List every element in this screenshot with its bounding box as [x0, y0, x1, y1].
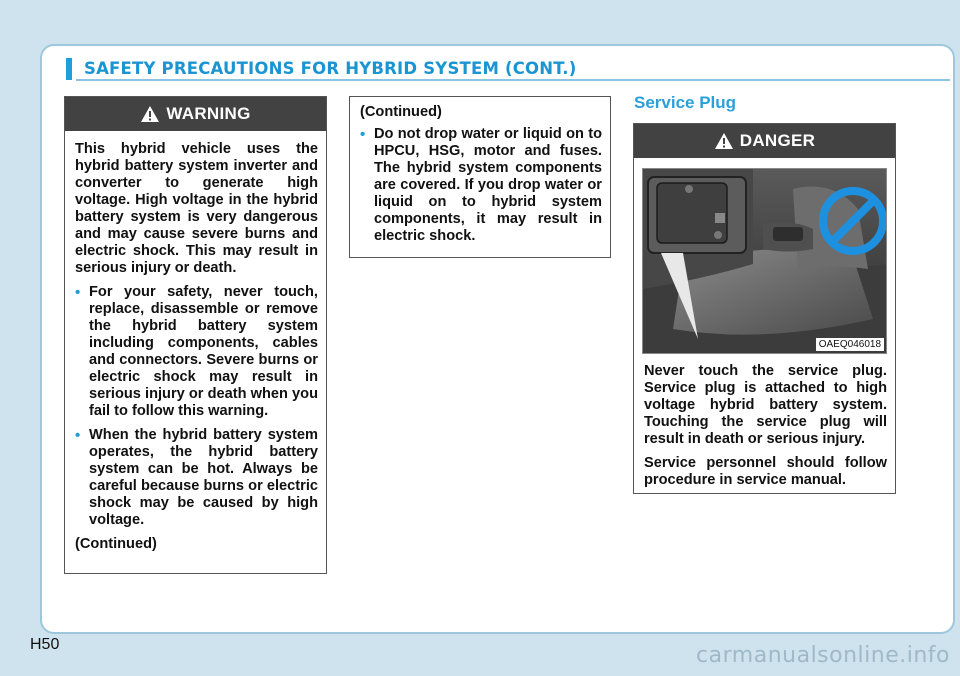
danger-header: [634, 124, 895, 158]
header-accent-bar: [66, 58, 72, 80]
service-plug-photo: [642, 168, 887, 354]
header-divider: [76, 79, 950, 81]
warning-bullet: • When the hybrid battery system operates, the hybrid battery system can be hot. Always be careful because burns or electric shock may be caused by high voltage.: [75, 427, 318, 529]
watermark: carmanualsonline.info: [696, 643, 950, 668]
warning-triangle-icon: [140, 105, 160, 123]
continued-bullet: • Do not drop water or liquid on to HPCU, HSG, motor and fuses. The hybrid system components are covered. If you drop water or liquid on to hybrid system components, it may result in electric shock.: [360, 126, 602, 245]
warning-box: [64, 96, 327, 574]
continued-heading: (Continued): [360, 104, 442, 120]
warning-bullet: • For your safety, never touch, replace, disassemble or remove the hybrid battery system including components, cables and connectors. Severe burns or electric shock may result in serious injury or death when you fail to follow this warning.: [75, 284, 318, 420]
danger-paragraph: Service personnel should follow procedure in service manual.: [644, 455, 887, 488]
warning-continued: (Continued): [75, 536, 157, 552]
image-code: OAEQ046018: [816, 338, 884, 351]
continued-box: [349, 96, 611, 258]
car-interior-illustration: [643, 169, 887, 354]
page-number: H50: [30, 636, 60, 653]
warning-label: WARNING: [166, 104, 251, 123]
warning-header: [65, 97, 326, 131]
service-plug-title: Service Plug: [634, 93, 737, 112]
warning-triangle-icon: [714, 132, 734, 150]
page-title: SAFETY PRECAUTIONS FOR HYBRID SYSTEM (CONT.): [84, 59, 577, 78]
danger-paragraph: Never touch the service plug. Service plug is attached to high voltage hybrid battery system. Touching the service plug will result in death or serious injury.: [644, 363, 887, 447]
warning-intro: This hybrid vehicle uses the hybrid battery system inverter and converter to generate high voltage. High voltage in the hybrid battery system is very dangerous and may cause severe burns and electric shock. This may result in serious injury or death.: [75, 141, 318, 276]
danger-label: DANGER: [739, 131, 816, 150]
